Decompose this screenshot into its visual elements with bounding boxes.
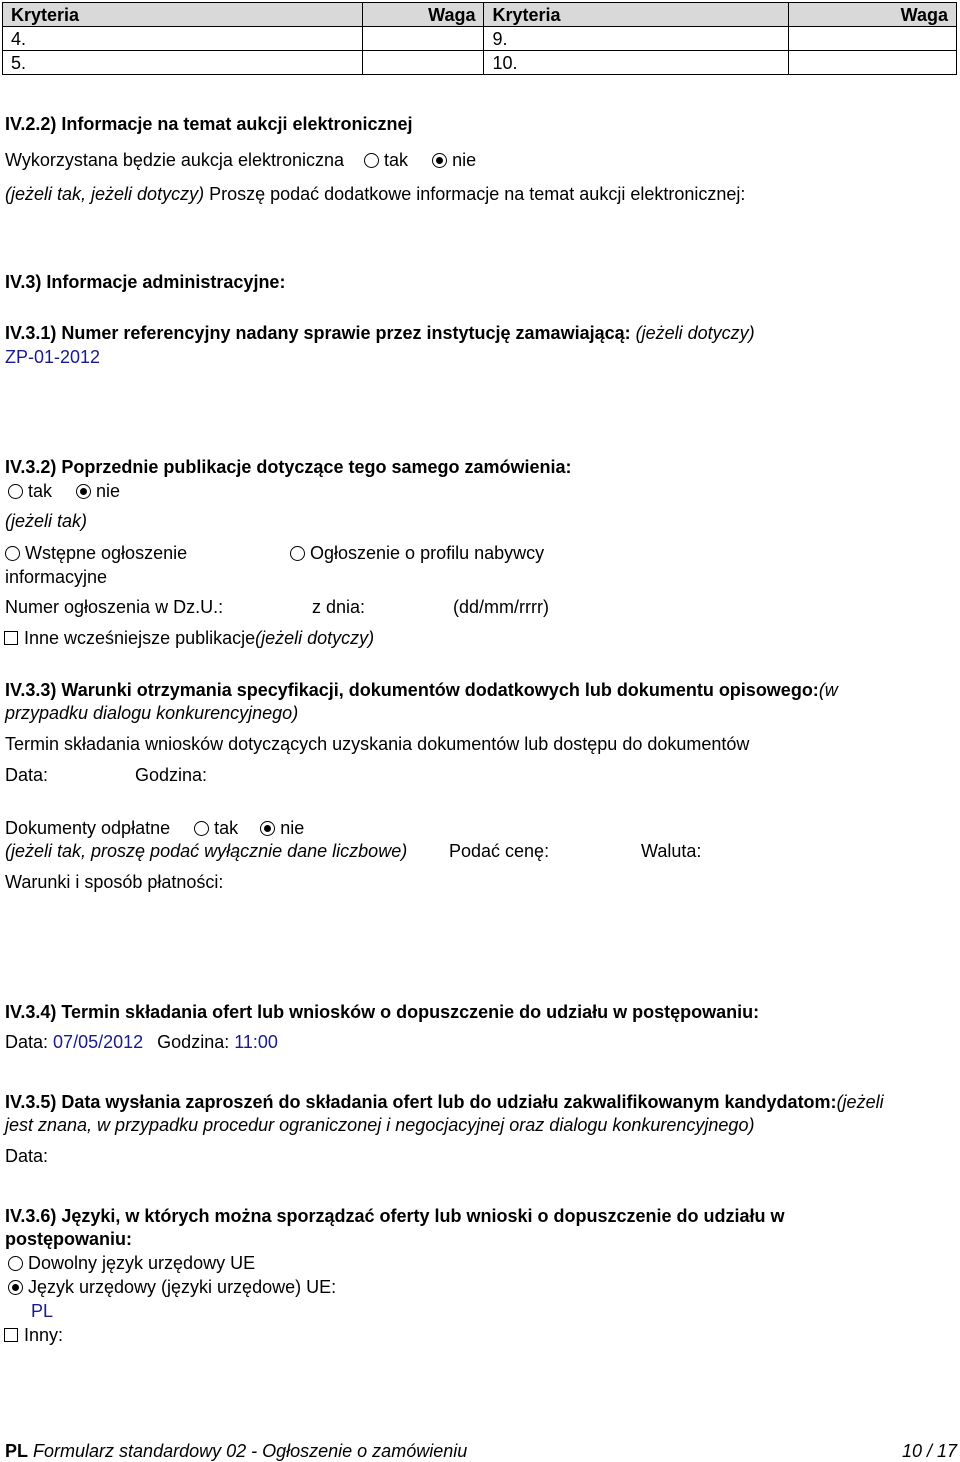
weight-cell: [362, 27, 484, 51]
criterion-cell: 10.: [484, 51, 789, 75]
heading-text: IV.3.5) Data wysłania zaproszeń do składania ofert lub do udziału zakwalifikowanym kandydatom:: [5, 1092, 837, 1112]
submission-deadline: [5, 1031, 278, 1053]
weight-header: Waga: [362, 3, 484, 27]
criteria-header-row: [3, 3, 957, 27]
heading-italic: (jeżeli dotyczy): [635, 323, 755, 343]
criteria-table: [2, 2, 957, 75]
paid-documents-label: Dokumenty odpłatne: [5, 818, 171, 838]
invitation-date-heading: [5, 1091, 884, 1113]
official-language-option: [8, 1276, 336, 1298]
option-label-cont: informacyjne: [5, 567, 108, 587]
section-heading: IV.3.6) Języki, w których można sporządzać oferty lub wnioski o dopuszczenie do udziału w: [5, 1206, 785, 1226]
reference-number-heading: [5, 322, 755, 344]
if-yes-note: (jeżeli tak): [5, 511, 88, 531]
option-label: Język urzędowy (języki urzędowe) UE:: [28, 1277, 337, 1297]
section-heading: IV.2.2) Informacje na temat aukcji elektronicznej: [5, 114, 413, 134]
paid-documents: [5, 817, 304, 839]
radio-yes[interactable]: [194, 821, 209, 836]
other-language-checkbox[interactable]: [4, 1328, 18, 1342]
deadline-text: Termin składania wniosków dotyczących uzyskania dokumentów lub dostępu do dokumentów: [5, 734, 750, 754]
criteria-header: Kryteria: [3, 3, 363, 27]
price-note: (jeżeli tak, proszę podać wyłącznie dane liczbowe): [5, 841, 408, 861]
prior-info-option: [5, 542, 187, 564]
radio-no-selected[interactable]: [432, 153, 447, 168]
section-heading-cont: postępowaniu:: [5, 1229, 132, 1249]
date-label: Data:: [5, 1032, 49, 1052]
radio-buyer-profile[interactable]: [290, 546, 305, 561]
radio-yes-label: tak: [384, 150, 409, 170]
radio-no-label: nie: [452, 150, 477, 170]
radio-yes-label: tak: [214, 818, 239, 838]
date-label: Data:: [5, 1146, 49, 1166]
heading-italic: (w: [818, 680, 838, 700]
footer: [5, 1440, 467, 1462]
weight-header: Waga: [789, 3, 957, 27]
price-label: Podać cenę:: [449, 841, 550, 861]
time-label: Godzina:: [135, 765, 208, 785]
radio-prior-info[interactable]: [5, 546, 20, 561]
radio-any-language[interactable]: [8, 1256, 23, 1271]
date-label: Data:: [5, 765, 49, 785]
note-italic: (jeżeli tak, jeżeli dotyczy): [5, 184, 205, 204]
weight-cell: [789, 27, 957, 51]
weight-cell: [789, 51, 957, 75]
option-label: Dowolny język urzędowy UE: [28, 1253, 256, 1273]
heading-text: IV.3.3) Warunki otrzymania specyfikacji, dokumentów dodatkowych lub dokumentu opisowego:: [5, 680, 819, 700]
heading-italic-cont: jest znana, w przypadku procedur ograniczonej i negocjacyjnej oraz dialogu konkurencyjnego): [5, 1115, 755, 1135]
time-label: Godzina:: [157, 1032, 230, 1052]
e-auction-note: [5, 183, 745, 205]
radio-no-selected[interactable]: [260, 821, 275, 836]
other-publications: [4, 627, 374, 649]
checkbox-label: Inne wcześniejsze publikacje: [24, 628, 256, 648]
heading-italic-cont: przypadku dialogu konkurencyjnego): [5, 703, 299, 723]
date-from-label: z dnia:: [312, 597, 366, 617]
note-text: Proszę podać dodatkowe informacje na temat aukcji elektronicznej:: [209, 184, 746, 204]
table-row: [3, 27, 957, 51]
option-label: Ogłoszenie o profilu nabywcy: [310, 543, 545, 563]
weight-cell: [362, 51, 484, 75]
reference-number-value: ZP-01-2012: [5, 347, 101, 367]
specification-conditions-heading: [5, 679, 838, 701]
notice-number-label: Numer ogłoszenia w Dz.U.:: [5, 597, 224, 617]
footer-form-name: Formularz standardowy 02 - Ogłoszenie o zamówieniu: [33, 1441, 468, 1461]
radio-no-selected[interactable]: [76, 484, 91, 499]
checkbox-label: Inny:: [24, 1325, 64, 1345]
footer-lang: PL: [5, 1441, 29, 1461]
radio-no-label: nie: [280, 818, 305, 838]
heading-text: IV.3.1) Numer referencyjny nadany sprawie przez instytucję zamawiającą:: [5, 323, 631, 343]
criteria-header: Kryteria: [484, 3, 789, 27]
table-row: [3, 51, 957, 75]
buyer-profile-option: [290, 542, 544, 564]
question-label: Wykorzystana będzie aukcja elektroniczna: [5, 150, 345, 170]
radio-no-label: nie: [96, 481, 121, 501]
payment-terms-label: Warunki i sposób płatności:: [5, 872, 224, 892]
date-value: 07/05/2012: [53, 1032, 144, 1052]
radio-yes[interactable]: [364, 153, 379, 168]
any-language-option: [8, 1252, 255, 1274]
option-label: Wstępne ogłoszenie: [25, 543, 188, 563]
currency-label: Waluta:: [641, 841, 702, 861]
criterion-cell: 4.: [3, 27, 363, 51]
radio-yes[interactable]: [8, 484, 23, 499]
criterion-cell: 9.: [484, 27, 789, 51]
criterion-cell: 5.: [3, 51, 363, 75]
date-format-label: (dd/mm/rrrr): [453, 597, 549, 617]
radio-official-language-selected[interactable]: [8, 1280, 23, 1295]
section-heading: IV.3.2) Poprzednie publikacje dotyczące tego samego zamówienia:: [5, 457, 572, 477]
other-publications-checkbox[interactable]: [4, 631, 18, 645]
section-heading: IV.3) Informacje administracyjne:: [5, 272, 286, 292]
section-heading: IV.3.4) Termin składania ofert lub wniosków o dopuszczenie do udziału w postępowaniu:: [5, 1002, 760, 1022]
other-language: [4, 1324, 63, 1346]
language-value: PL: [31, 1301, 54, 1321]
time-value: 11:00: [234, 1032, 278, 1052]
e-auction-question: [5, 149, 476, 171]
radio-yes-label: tak: [28, 481, 53, 501]
page-number: 10 / 17: [901, 1441, 957, 1461]
previous-publications-radios: [8, 480, 120, 502]
checkbox-label-italic: (jeżeli dotyczy): [255, 628, 375, 648]
heading-italic: (jeżeli: [836, 1092, 884, 1112]
